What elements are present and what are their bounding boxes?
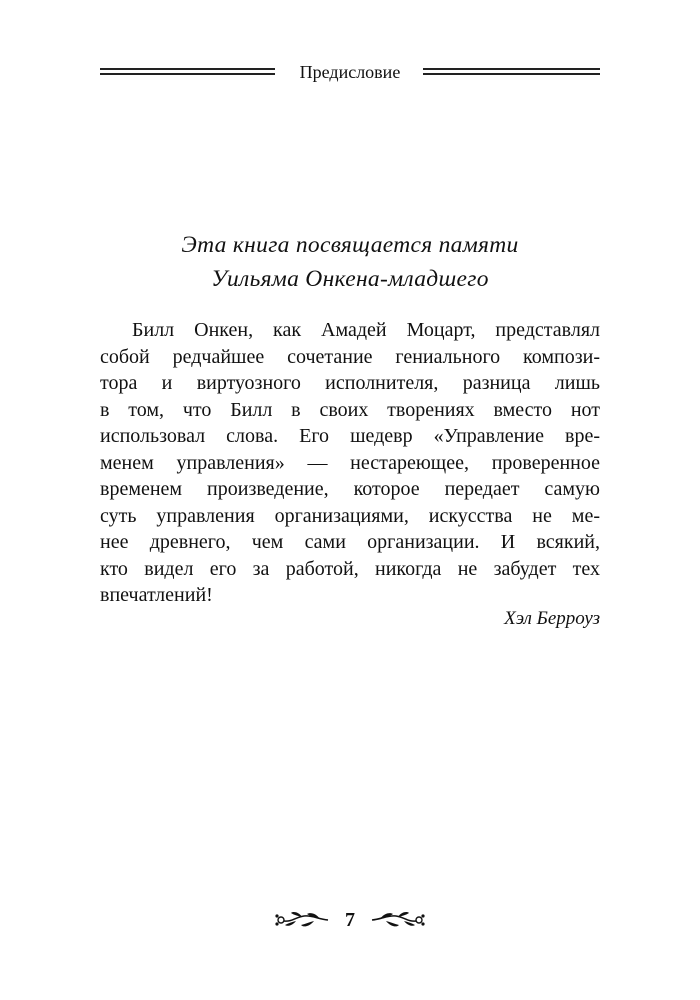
page-footer [250,906,450,936]
paragraph-line: использовал слова. Его шедевр «Управление вре- [100,425,600,447]
paragraph-line: нее древнего, чем сами организации. И всякий, [100,531,600,553]
body-paragraph [100,317,600,609]
paragraph-line: Билл Онкен, как Амадей Моцарт, представлял [132,319,600,341]
dedication-line: Эта книга посвящается памяти [181,232,519,258]
header-rule-right [423,68,600,75]
paragraph-line: временем произведение, которое передает самую [100,478,600,500]
paragraph-line: собой редчайшее сочетание гениального компози- [100,345,600,368]
paragraph-line: впечатлений! [100,584,213,606]
page-number: 7 [345,909,355,931]
dedication [100,228,600,296]
paragraph-line: тора и виртуозного исполнителя, разница лишь [100,372,600,394]
signature-author: Хэл Берроуз [504,608,600,629]
paragraph-line: суть управления организациями, искусства не ме- [100,504,600,527]
header-title: Предисловие [299,62,401,82]
floral-ornament-right-icon [370,910,426,935]
paragraph-line: в том, что Билл в своих творениях вместо нот [100,398,600,421]
paragraph-line: кто видел его за работой, никогда не забудет тех [100,557,600,580]
running-header [100,60,600,86]
paragraph-line: менем управления» — нестареющее, проверенное [100,451,600,474]
dedication-line: Уильяма Онкена-младшего [211,266,489,292]
